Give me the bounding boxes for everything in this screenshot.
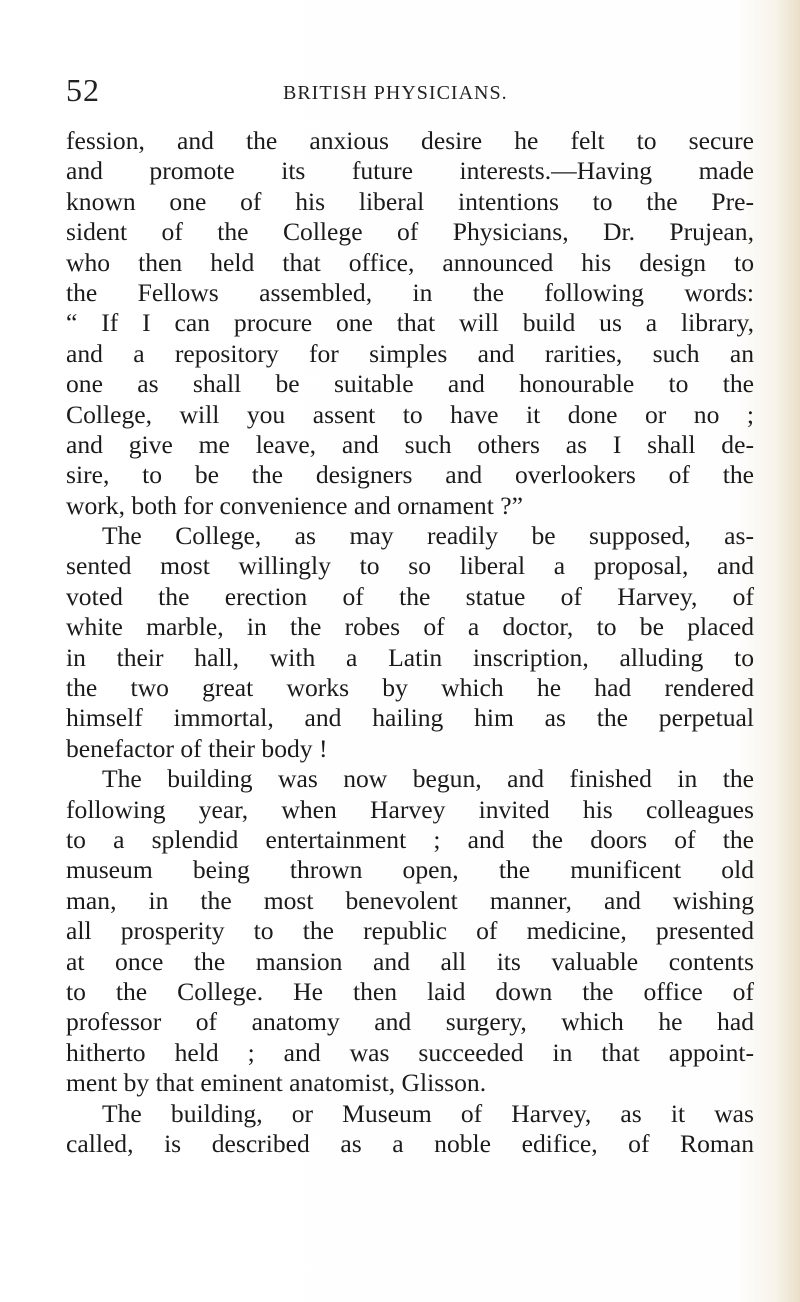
text-line: the Fellows assembled, in the following words: (66, 277, 754, 307)
text-line: fession, and the anxious desire he felt to secure (66, 126, 754, 155)
paragraph-start-line: The College, as may readily be supposed, as- (102, 521, 754, 551)
text-line: and promote its future interests.—Having made (66, 156, 754, 186)
text-line: white marble, in the robes of a doctor, to be placed (66, 612, 754, 642)
text-line: “ If I can procure one that will build us a library, (66, 308, 754, 338)
text-line: sire, to be the designers and overlookers of the (66, 460, 754, 490)
text-line: man, in the most benevolent manner, and wishing (66, 885, 754, 915)
page-number: 52 (66, 72, 100, 108)
paragraph-start-line: The building, or Museum of Harvey, as it was (102, 1098, 754, 1128)
body-text (66, 126, 754, 1159)
text-line: work, both for convenience and ornament ?” (66, 490, 523, 520)
text-line: to a splendid entertainment ; and the doors of the (66, 824, 754, 854)
text-line: professor of anatomy and surgery, which he had (66, 1007, 754, 1037)
text-line: called, is described as a noble edifice, of Roman (66, 1128, 754, 1158)
text-line: the two great works by which he had rendered (66, 673, 754, 703)
text-line: sident of the College of Physicians, Dr. Prujean, (66, 217, 754, 247)
text-line: museum being thrown open, the munificent old (66, 855, 754, 885)
text-line: known one of his liberal intentions to the Pre- (66, 186, 754, 216)
text-line: and a repository for simples and rarities, such an (66, 338, 754, 368)
text-line: following year, when Harvey invited his colleagues (66, 794, 754, 824)
text-line: to the College. He then laid down the office of (66, 976, 754, 1006)
text-line: voted the erection of the statue of Harvey, of (66, 581, 754, 611)
text-line: College, will you assent to have it done or no ; (66, 399, 754, 429)
text-line: at once the mansion and all its valuable contents (66, 946, 754, 976)
text-line: in their hall, with a Latin inscription, alluding to (66, 642, 754, 672)
text-line: ment by that eminent anatomist, Glisson. (66, 1068, 487, 1098)
text-line: and give me leave, and such others as I shall de- (66, 429, 754, 459)
text-line: sented most willingly to so liberal a proposal, and (66, 551, 754, 581)
text-line: benefactor of their body ! (66, 733, 328, 763)
paragraph-start-line: The building was now begun, and finished in the (102, 764, 754, 794)
text-line: himself immortal, and hailing him as the perpetual (66, 703, 754, 733)
page-header (66, 70, 766, 110)
text-line: who then held that office, announced his design to (66, 247, 754, 277)
text-line: all prosperity to the republic of medicine, presented (66, 916, 754, 946)
text-line: one as shall be suitable and honourable to the (66, 369, 754, 399)
text-line: hitherto held ; and was succeeded in that appoint- (66, 1037, 754, 1067)
running-head: BRITISH PHYSICIANS. (283, 82, 508, 104)
